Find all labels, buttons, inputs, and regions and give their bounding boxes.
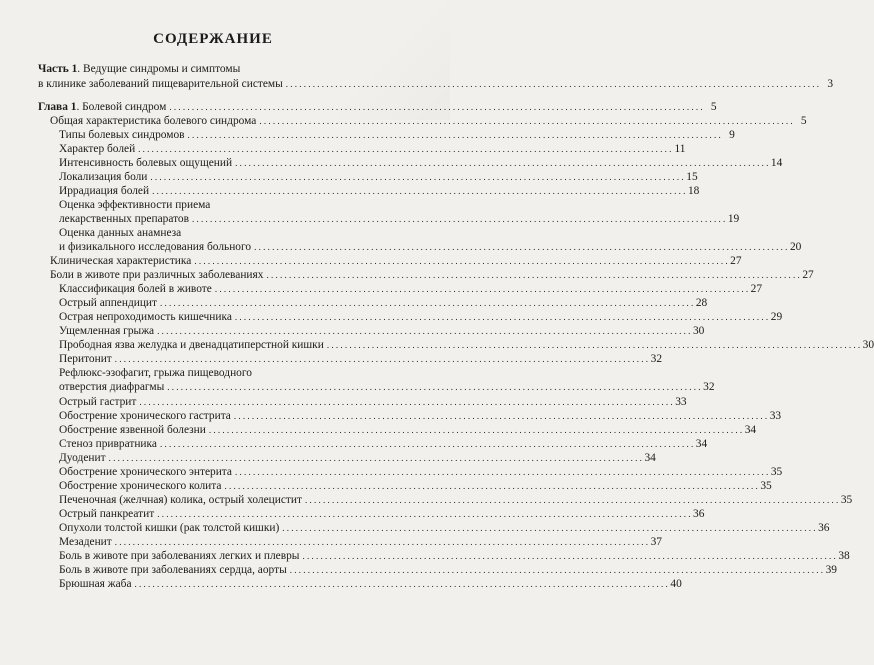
toc-leader-dots (290, 564, 823, 577)
toc-page-number: 36 (693, 507, 705, 520)
toc-entry-text: Боли в животе при различных заболеваниях (50, 269, 264, 282)
toc-entry (38, 394, 687, 408)
toc-entry-title (59, 536, 112, 549)
toc-entry (38, 577, 682, 591)
toc-entry (38, 296, 708, 310)
toc-entry-title (59, 311, 232, 324)
toc-entry-title (59, 508, 154, 521)
toc-entry-text: лекарственных препаратов (59, 212, 189, 225)
toc-leader-dots (215, 283, 748, 296)
toc-page-number: 35 (840, 493, 853, 506)
toc-page-number: 27 (750, 283, 763, 296)
toc-leader-dots (234, 410, 767, 423)
toc-entry-title (38, 78, 283, 91)
toc-entry (38, 492, 853, 506)
toc-entry-title (59, 283, 212, 296)
toc-entry-text: Боль в животе при заболеваниях легких и плевры (59, 550, 300, 563)
toc-entry-title (38, 101, 166, 114)
toc-entry (38, 183, 700, 197)
toc-entry (38, 549, 850, 563)
toc-entry-text: Общая характеристика болевого синдрома (50, 114, 257, 127)
toc-page-number: 33 (675, 395, 687, 408)
toc-leader-dots (254, 241, 787, 254)
toc-entry-title (59, 494, 302, 507)
toc-entry-title (59, 367, 252, 380)
toc-entry-text: Острый гастрит (59, 395, 137, 408)
toc-entry (38, 450, 656, 464)
toc-entry (38, 352, 663, 366)
toc-entry-title (50, 115, 256, 128)
toc-page-number: 27 (802, 269, 814, 282)
toc-entry-title (59, 564, 287, 577)
toc-entry-title (59, 227, 181, 240)
toc-entry (38, 211, 740, 225)
toc-page-number: 39 (825, 564, 837, 577)
toc-entry (38, 141, 686, 155)
toc-leader-dots (235, 466, 768, 479)
toc-entry-text: Оценка эффективности приема (59, 198, 211, 211)
toc-entry-title (59, 550, 299, 563)
toc-entry-title (59, 381, 164, 394)
toc-entry (38, 310, 783, 324)
toc-entry (38, 240, 802, 254)
toc-entry-text: Дуоденит (59, 451, 106, 464)
toc-entry-text: Иррадиация болей (59, 184, 150, 197)
table-of-contents (38, 62, 874, 591)
toc-page-number: 19 (727, 212, 740, 225)
toc-page-number: 9 (729, 128, 735, 141)
toc-entry (38, 169, 698, 183)
toc-page-number: 32 (703, 381, 715, 394)
toc-entry-title (59, 396, 136, 409)
toc-leader-dots (115, 536, 648, 549)
toc-leader-dots (152, 185, 685, 198)
toc-entry-text: и физикального исследования больного (59, 241, 252, 254)
toc-leader-dots (235, 157, 768, 170)
toc-entry-text: Оценка данных анамнеза (59, 226, 182, 239)
toc-entry-title (59, 410, 231, 423)
toc-entry (38, 366, 388, 380)
toc-leader-dots (139, 396, 672, 409)
toc-entry-text: Обострение хронического энтерита (59, 465, 232, 478)
page-title: СОДЕРЖАНИЕ (153, 31, 273, 47)
toc-leader-dots (327, 339, 860, 352)
toc-entry-title (59, 185, 149, 198)
toc-leader-dots (167, 381, 700, 394)
toc-entry-prefix: Глава 1 (38, 100, 77, 113)
toc-entry-title (38, 63, 240, 76)
toc-page-number: 18 (687, 184, 700, 197)
toc-leader-dots (302, 550, 835, 563)
toc-leader-dots (135, 578, 668, 591)
toc-entry-text: Боль в животе при заболеваниях сердца, аорты (59, 564, 287, 577)
toc-entry (38, 521, 830, 535)
toc-entry-title (59, 424, 206, 437)
toc-entry-text: Ущемленная грыжа (59, 325, 155, 338)
toc-entry-title (59, 438, 157, 451)
toc-page-number: 34 (744, 423, 757, 436)
toc-page-number: 35 (760, 479, 772, 492)
toc-entry-text: Прободная язва желудка и двенадцатиперстной кишки (59, 339, 324, 352)
toc-leader-dots (160, 297, 693, 310)
toc-entry-text: Острая непроходимость кишечника (59, 311, 232, 324)
toc-page-number: 30 (862, 339, 874, 352)
toc-entry (38, 76, 834, 90)
toc-entry-text: отверстия диафрагмы (59, 381, 165, 394)
toc-entry-text: Характер болей (59, 142, 136, 155)
toc-gap (38, 90, 388, 99)
toc-entry-title (50, 255, 191, 268)
toc-entry-text: Стеноз привратника (59, 437, 157, 450)
toc-entry-prefix: Часть 1 (38, 63, 78, 76)
toc-leader-dots (160, 438, 693, 451)
toc-page-number: 14 (770, 156, 783, 169)
toc-entry (38, 535, 662, 549)
toc-entry-title (59, 241, 251, 254)
toc-entry-text: Брюшная жаба (59, 578, 132, 591)
toc-entry (38, 197, 388, 211)
toc-leader-dots (138, 143, 671, 156)
toc-page-number: 30 (692, 325, 705, 338)
toc-entry-title (59, 199, 210, 212)
toc-entry (38, 422, 757, 436)
toc-leader-dots (150, 171, 683, 184)
toc-entry-title (59, 452, 106, 465)
toc-leader-dots (305, 494, 838, 507)
toc-leader-dots (157, 508, 690, 521)
toc-page-number: 5 (710, 100, 717, 113)
toc-leader-dots (157, 325, 690, 338)
toc-entry-title (59, 522, 279, 535)
toc-entry-text: Типы болевых синдромов (59, 128, 185, 141)
toc-entry-text: Клиническая характеристика (50, 255, 192, 268)
toc-entry-title (59, 171, 147, 184)
toc-page-number: 3 (827, 77, 834, 90)
toc-entry-title (59, 339, 324, 352)
toc-leader-dots (169, 101, 702, 114)
toc-leader-dots (194, 255, 727, 268)
toc-leader-dots (235, 311, 768, 324)
toc-page-number: 20 (789, 241, 802, 254)
toc-entry (38, 464, 783, 478)
toc-leader-dots (259, 115, 792, 128)
toc-entry-text: в клинике заболеваний пищеварительной системы (38, 77, 283, 90)
toc-leader-dots (209, 424, 742, 437)
toc-leader-dots (266, 269, 799, 282)
toc-page-number: 38 (838, 550, 850, 563)
toc-entry-text: Интенсивность болевых ощущений (59, 156, 233, 169)
toc-leader-dots (286, 78, 819, 91)
toc-page-number: 34 (695, 437, 708, 450)
toc-entry (38, 226, 388, 240)
toc-entry (38, 268, 814, 282)
toc-entry (38, 408, 782, 422)
toc-entry-text: Обострение хронического колита (59, 479, 222, 492)
toc-entry-title (59, 143, 135, 156)
toc-entry (38, 155, 783, 169)
toc-entry (38, 62, 388, 76)
toc-leader-dots (282, 522, 815, 535)
toc-leader-dots (109, 452, 642, 465)
toc-page-number: 5 (800, 114, 807, 127)
toc-page-number: 33 (769, 409, 782, 422)
toc-entry-title (59, 480, 221, 493)
toc-entry (38, 478, 772, 492)
toc-page-number: 37 (650, 536, 662, 548)
toc-entry (38, 113, 807, 127)
toc-entry-title (59, 129, 185, 142)
toc-entry-title (59, 157, 232, 170)
toc-page-number: 35 (770, 465, 783, 478)
toc-entry-title (59, 213, 189, 226)
toc-entry-text: Перитонит (59, 353, 112, 366)
toc-page-number: 15 (686, 170, 698, 183)
toc-page-number: 32 (650, 353, 663, 366)
toc-entry-text: Классификация болей в животе (59, 283, 212, 296)
toc-entry-title (59, 353, 112, 366)
toc-leader-dots (188, 129, 721, 142)
toc-entry-text: Обострение хронического гастрита (59, 409, 231, 422)
toc-entry (38, 380, 715, 394)
toc-entry-text: Острый панкреатит (59, 507, 155, 520)
toc-entry-text: Опухоли толстой кишки (рак толстой кишки) (59, 521, 280, 534)
toc-entry-text: Рефлюкс-эзофагит, грыжа пищеводного (59, 367, 252, 380)
toc-entry (38, 127, 735, 141)
toc-entry (38, 282, 763, 296)
toc-leader-dots (192, 213, 725, 226)
toc-entry-title (59, 578, 132, 591)
toc-page-number: 11 (674, 142, 686, 155)
toc-page-number: 40 (670, 578, 682, 591)
toc-entry-text: Мезаденит (59, 536, 112, 548)
toc-entry (38, 563, 837, 577)
toc-leader-dots (115, 353, 648, 366)
toc-page-number: 27 (730, 255, 742, 268)
toc-entry (38, 99, 717, 113)
toc-entry (38, 436, 708, 450)
toc-entry (38, 324, 705, 338)
toc-entry (38, 338, 874, 352)
toc-page-number: 36 (818, 521, 830, 534)
toc-page-number: 29 (770, 311, 783, 324)
toc-page-number: 34 (644, 451, 656, 464)
toc-entry (38, 254, 742, 268)
toc-entry-text: Локализация боли (59, 170, 148, 183)
toc-entry-text: . Ведущие синдромы и симптомы (77, 63, 241, 76)
toc-entry-title (59, 466, 232, 479)
toc-leader-dots (224, 480, 757, 493)
toc-entry-title (50, 269, 263, 282)
toc-entry-title (59, 297, 157, 310)
toc-entry-text: . Болевой синдром (76, 100, 167, 113)
toc-entry-title (59, 325, 154, 338)
toc-entry-text: Печеночная (желчная) колика, острый холецистит (59, 493, 302, 506)
toc-entry (38, 506, 705, 520)
toc-page-number: 28 (695, 297, 708, 310)
toc-entry-text: Обострение язвенной болезни (59, 423, 206, 436)
toc-entry-text: Острый аппендицит (59, 297, 157, 310)
